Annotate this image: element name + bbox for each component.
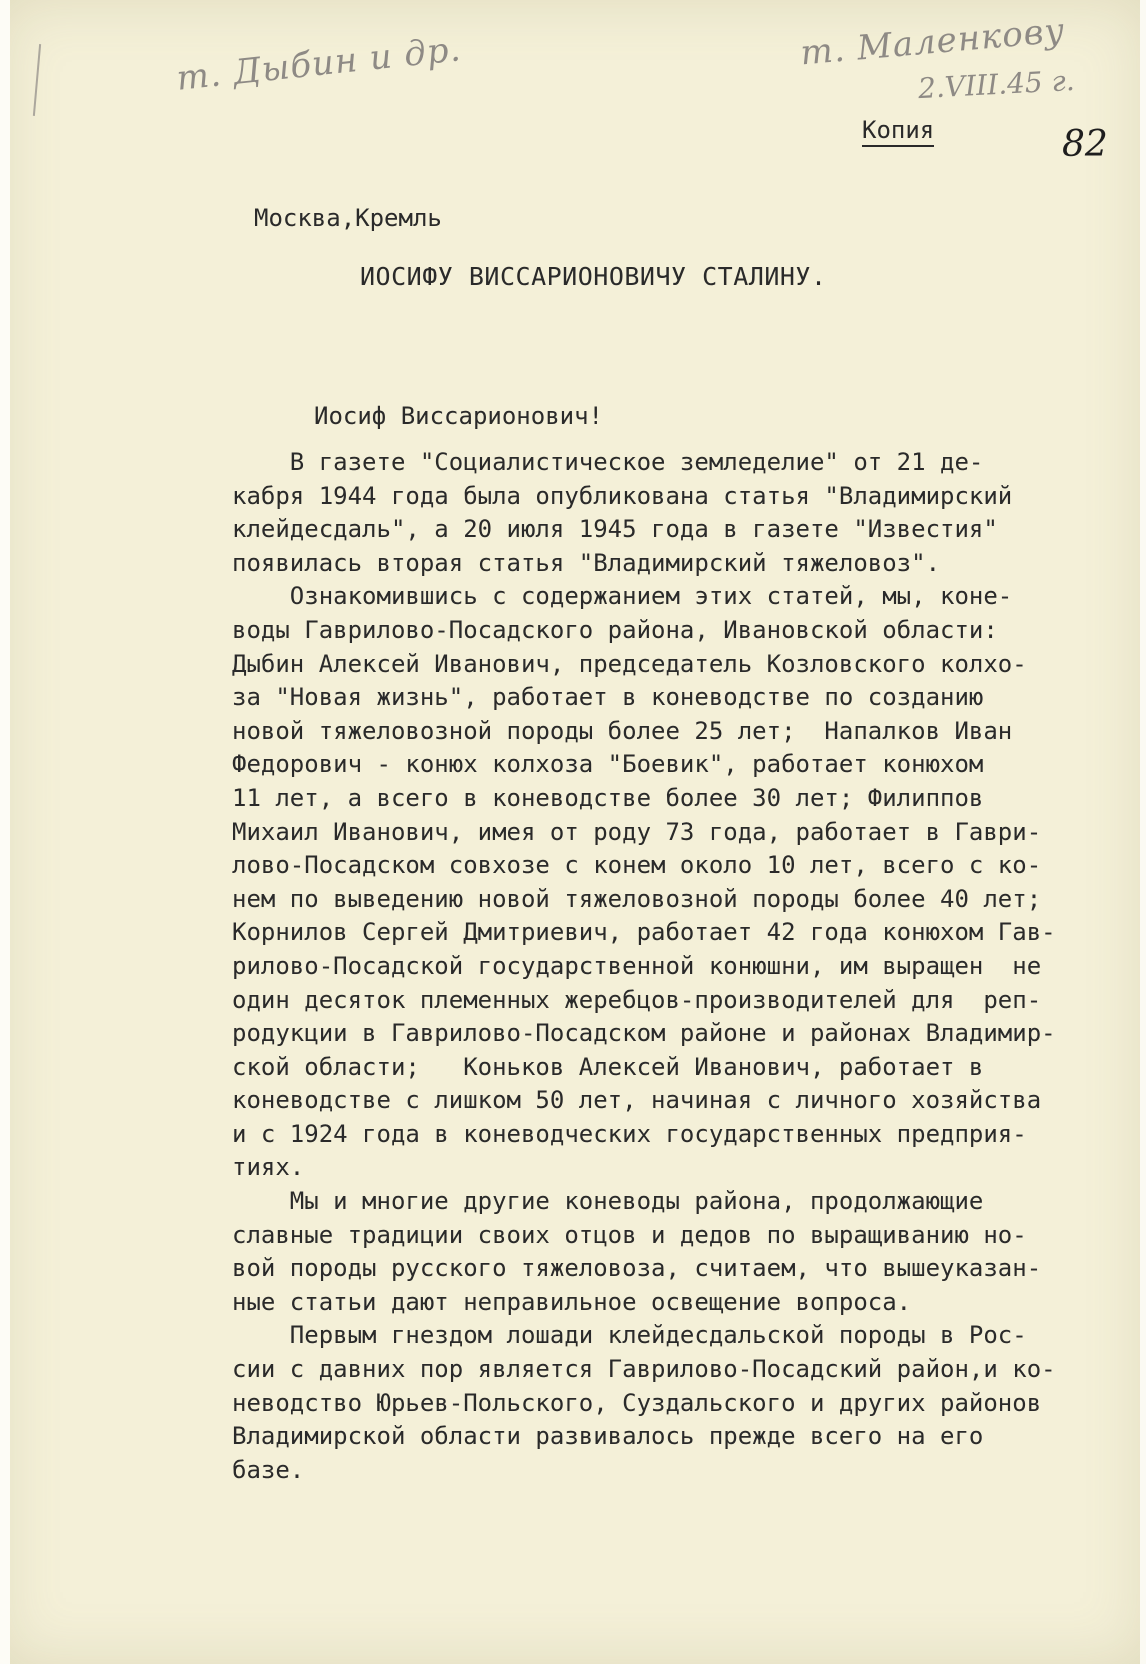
body-line: славные традиции своих отцов и дедов по выращиванию но- — [232, 1220, 1027, 1249]
letter-place: Москва,Кремль — [254, 204, 442, 232]
body-line: неводство Юрьев-Польского, Суздальского и других районов — [232, 1388, 1042, 1417]
body-line: новой тяжеловозной породы более 25 лет; Напалков Иван — [232, 716, 1013, 745]
letter-salutation: Иосиф Виссарионович! — [314, 402, 603, 430]
letter-body — [232, 446, 1056, 1487]
body-line: сии с давних пор является Гаврилово-Посадский район,и ко- — [232, 1355, 1056, 1384]
handwritten-date: 2.VIII.45 г. — [917, 63, 1076, 106]
body-line: Федорович - конюх колхоза "Боевик", работает конюхом — [232, 750, 984, 779]
body-line: Ознакомившись с содержанием этих статей, мы, коне- — [232, 582, 1013, 611]
body-line: клейдесдаль", а 20 июля 1945 года в газете "Известия" — [232, 515, 998, 544]
body-line: Михаил Иванович, имея от роду 73 года, работает в Гаври- — [232, 817, 1042, 846]
body-line: коневодстве с лишком 50 лет, начиная с личного хозяйства — [232, 1086, 1042, 1115]
body-line: тиях. — [232, 1153, 305, 1182]
handwritten-note-right: т. Маленкову — [798, 10, 1067, 74]
body-line: Владимирской области развивалось прежде всего на его — [232, 1422, 984, 1451]
body-line: ской области; Коньков Алексей Иванович, работает в — [232, 1052, 984, 1081]
body-line: ные статьи дают неправильное освещение вопроса. — [232, 1287, 912, 1316]
body-line: вой породы русского тяжеловоза, считаем, что вышеуказан- — [232, 1254, 1042, 1283]
body-line: Корнилов Сергей Дмитриевич, работает 42 года конюхом Гав- — [232, 918, 1056, 947]
body-line: рилово-Посадской государственной конюшни, им выращен не — [232, 951, 1042, 980]
page-edge-left — [0, 0, 10, 1664]
body-line: за "Новая жизнь", работает в коневодстве по созданию — [232, 683, 984, 712]
body-line: В газете "Социалистическое земледелие" от 21 де- — [232, 448, 984, 476]
letter-addressee: ИОСИФУ ВИССАРИОНОВИЧУ СТАЛИНУ. — [360, 262, 827, 291]
body-line: лово-Посадском совхозе с конем около 10 лет, всего с ко- — [232, 851, 1042, 880]
body-line: Первым гнездом лошади клейдесдальской породы в Рос- — [232, 1321, 1027, 1350]
page-edge-right — [1140, 0, 1146, 1664]
body-line: Мы и многие другие коневоды района, продолжающие — [232, 1187, 984, 1216]
copy-label: Копия — [862, 116, 934, 147]
body-line: появилась вторая статья "Владимирский тяжеловоз". — [232, 548, 941, 577]
body-line: 11 лет, а всего в коневодстве более 30 лет; Филиппов — [232, 783, 984, 812]
body-line: один десяток племенных жеребцов-производителей для реп- — [232, 985, 1042, 1014]
body-line: базе. — [232, 1455, 305, 1484]
body-line: Дыбин Алексей Иванович, председатель Козловского колхо- — [232, 649, 1027, 678]
page-number: 82 — [1062, 124, 1108, 165]
body-line: и с 1924 года в коневодческих государственных предприя- — [232, 1119, 1027, 1148]
pencil-mark — [33, 44, 41, 116]
body-line: воды Гаврилово-Посадского района, Ивановской области: — [232, 615, 998, 644]
body-line: кабря 1944 года была опубликована статья "Владимирский — [232, 481, 1013, 510]
body-line: родукции в Гаврилово-Посадском районе и районах Владимир- — [232, 1019, 1056, 1048]
body-line: нем по выведению новой тяжеловозной породы более 40 лет; — [232, 884, 1042, 913]
handwritten-note-left: т. Дыбин и др. — [174, 29, 464, 99]
